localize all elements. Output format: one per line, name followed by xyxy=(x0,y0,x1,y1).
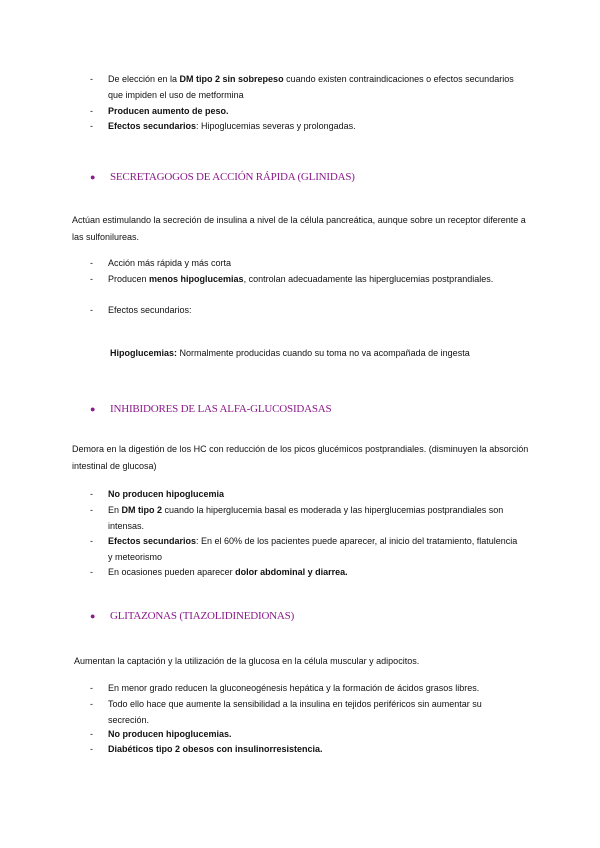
dash-marker: - xyxy=(90,536,93,546)
dash-marker: - xyxy=(90,274,93,284)
section-heading: ● SECRETAGOGOS DE ACCIÓN RÁPIDA (GLINIDAS) xyxy=(90,171,355,183)
list-item: - Efectos secundarios: En el 60% de los pacientes puede aparecer, al inicio del tratamiento, flatulencia y meteorismo xyxy=(90,536,518,562)
dash-marker: - xyxy=(90,258,93,268)
list-item: - Diabéticos tipo 2 obesos con insulinorresistencia. xyxy=(90,742,520,758)
list-item: - Producen menos hipoglucemias, controlan adecuadamente las hiperglucemias postprandiales. xyxy=(90,272,520,288)
section-heading: ● GLITAZONAS (TIAZOLIDINEDIONAS) xyxy=(90,610,295,622)
dash-marker: - xyxy=(90,121,93,131)
bullet-icon: ● xyxy=(90,404,96,414)
list-item: - Efectos secundarios: xyxy=(90,303,520,319)
sub-paragraph: Hipoglucemias: Normalmente producidas cuando su toma no va acompañada de ingesta xyxy=(110,348,470,358)
dash-marker: - xyxy=(90,699,93,709)
dash-marker: - xyxy=(90,683,93,693)
dash-marker: - xyxy=(90,744,93,754)
dash-marker: - xyxy=(90,505,93,515)
section-intro: Actúan estimulando la secreción de insulina a nivel de la célula pancreática, aunque sobre un receptor diferente a las sulfonilureas. xyxy=(72,215,526,242)
list-item: - Acción más rápida y más corta xyxy=(90,256,520,272)
list-item: - No producen hipoglucemia xyxy=(90,487,520,503)
dash-marker: - xyxy=(90,305,93,315)
dash-marker: - xyxy=(90,74,93,84)
section-intro: Demora en la digestión de los HC con reducción de los picos glucémicos postprandiales. (disminuyen la absorción intestinal de glucosa) xyxy=(72,444,529,471)
section-intro: Aumentan la captación y la utilización de la glucosa en la célula muscular y adipocitos. xyxy=(74,656,420,666)
dash-marker: - xyxy=(90,489,93,499)
list-item: - Producen aumento de peso. xyxy=(90,104,520,120)
list-item: - En ocasiones pueden aparecer dolor abdominal y diarrea. xyxy=(90,565,520,581)
bullet-icon: ● xyxy=(90,172,96,182)
list-item: - Efectos secundarios: Hipoglucemias severas y prolongadas. xyxy=(90,119,520,135)
dash-marker: - xyxy=(90,729,93,739)
dash-marker: - xyxy=(90,567,93,577)
list-item: - En DM tipo 2 cuando la hiperglucemia basal es moderada y las hiperglucemias postprandiales son intensas. xyxy=(90,505,504,531)
list-item: - De elección en la DM tipo 2 sin sobrepeso cuando existen contraindicaciones o efectos secundarios que impiden el uso de metformina xyxy=(90,74,514,100)
list-item: - Todo ello hace que aumente la sensibilidad a la insulina en tejidos periféricos sin aumentar su secreción. xyxy=(90,699,482,725)
list-item: - No producen hipoglucemias. xyxy=(90,727,520,743)
bullet-icon: ● xyxy=(90,611,96,621)
dash-marker: - xyxy=(90,106,93,116)
section-heading: ● INHIBIDORES DE LAS ALFA-GLUCOSIDASAS xyxy=(90,403,332,415)
list-item: - En menor grado reducen la gluconeogénesis hepática y la formación de ácidos grasos libres. xyxy=(90,681,520,697)
